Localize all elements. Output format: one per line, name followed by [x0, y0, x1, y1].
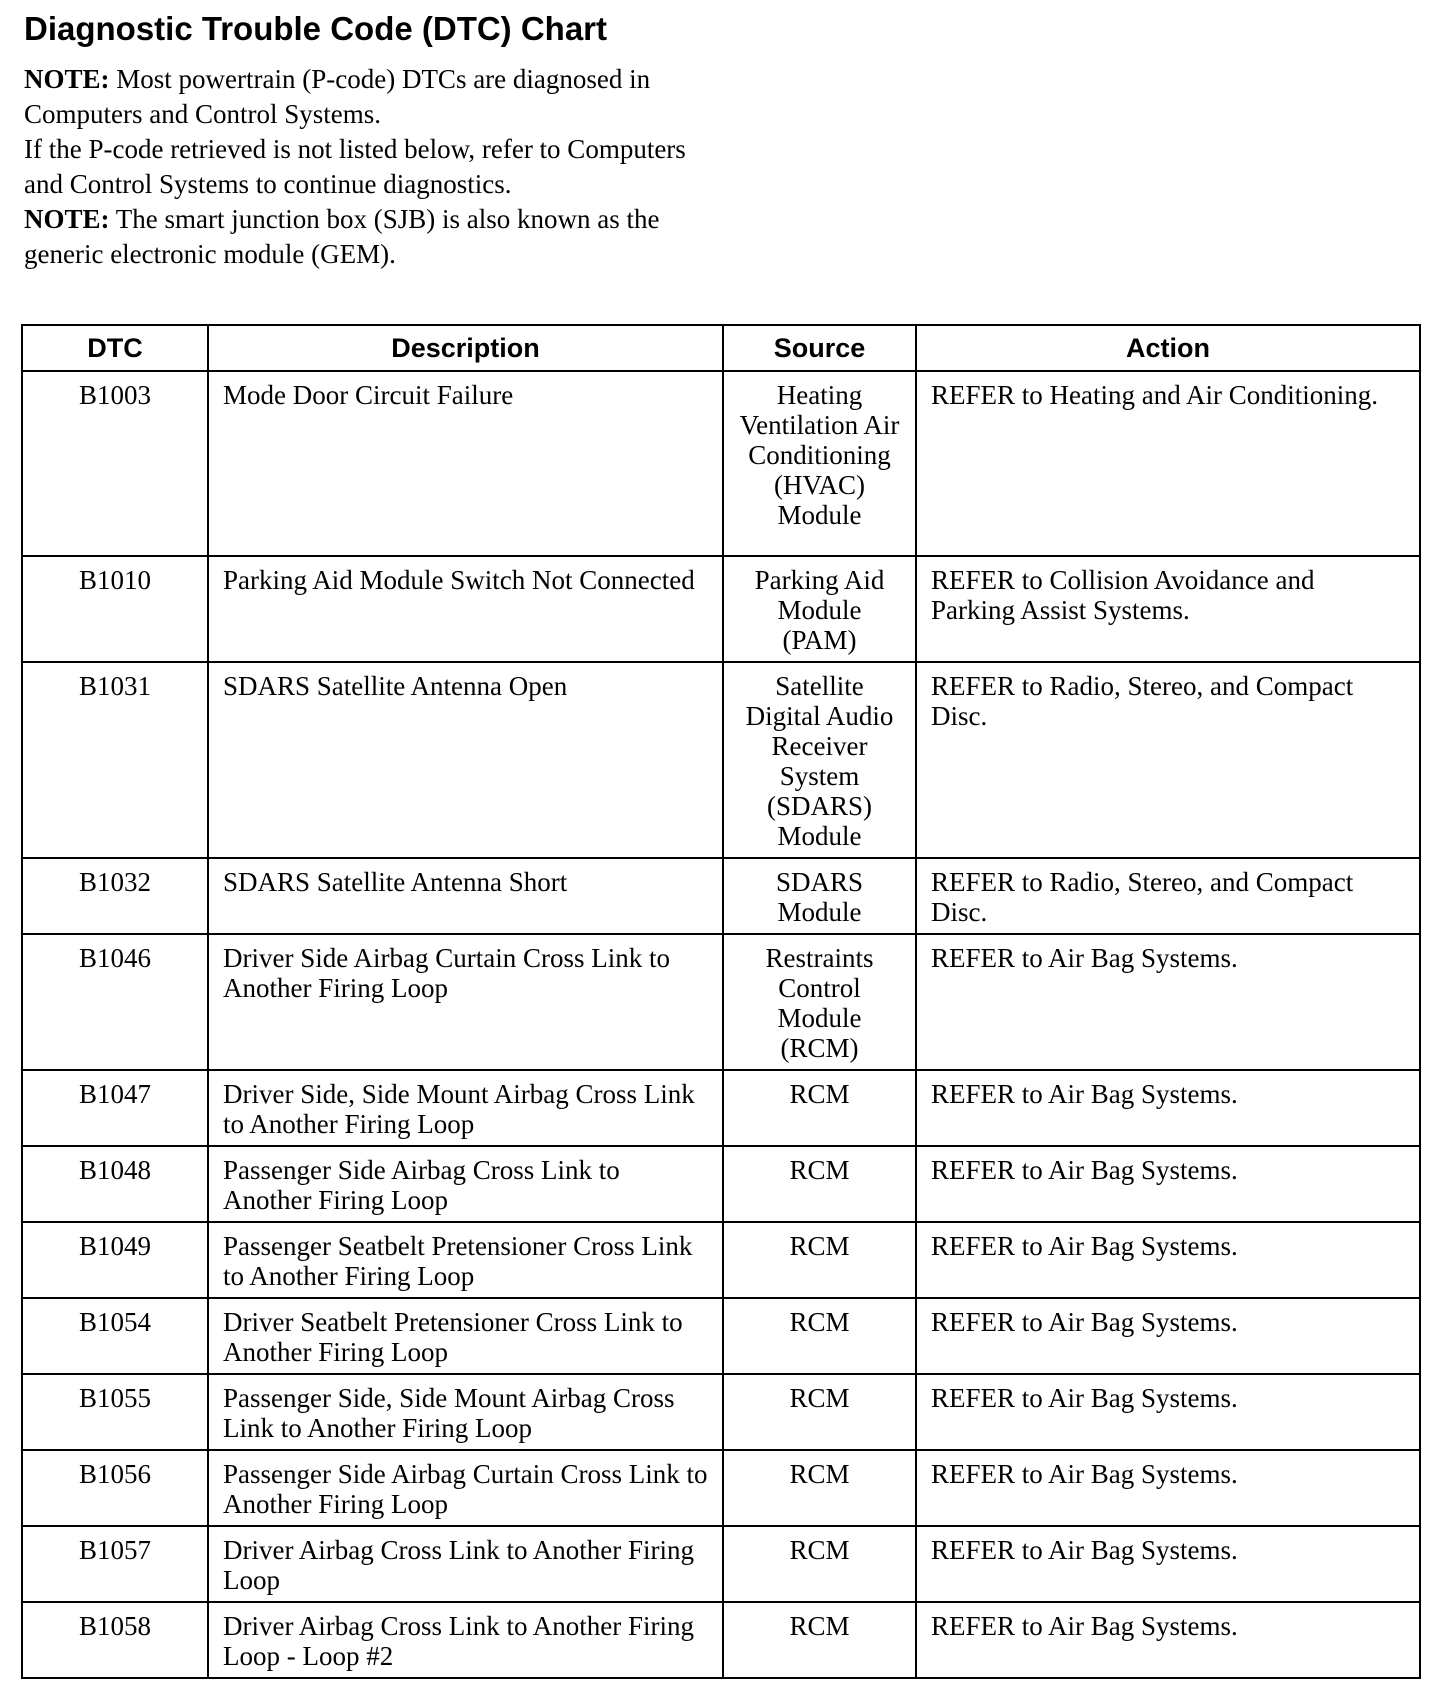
header-description: Description [208, 325, 723, 371]
action-cell: REFER to Heating and Air Conditioning. [916, 371, 1420, 556]
dtc-table [21, 324, 1421, 1679]
dtc-code-cell: B1049 [22, 1222, 208, 1298]
description-cell: Passenger Side Airbag Cross Link to Another Firing Loop [208, 1146, 723, 1222]
header-action: Action [916, 325, 1420, 371]
description-cell: Driver Side, Side Mount Airbag Cross Link to Another Firing Loop [208, 1070, 723, 1146]
description-cell: Driver Airbag Cross Link to Another Firing Loop [208, 1526, 723, 1602]
source-cell: Parking Aid Module (PAM) [723, 556, 916, 662]
source-cell: RCM [723, 1526, 916, 1602]
source-cell: RCM [723, 1374, 916, 1450]
source-cell: RCM [723, 1602, 916, 1678]
table-row [22, 1450, 1420, 1526]
dtc-code-cell: B1031 [22, 662, 208, 858]
action-cell: REFER to Air Bag Systems. [916, 1450, 1420, 1526]
source-cell: RCM [723, 1146, 916, 1222]
source-cell: RCM [723, 1222, 916, 1298]
table-row [22, 371, 1420, 556]
source-cell: RCM [723, 1450, 916, 1526]
notes-block [24, 62, 704, 272]
note-text: The smart junction box (SJB) is also known as the generic electronic module (GEM). [24, 204, 660, 269]
note-label: NOTE: [24, 64, 110, 94]
table-header [22, 325, 1420, 371]
description-cell: Driver Seatbelt Pretensioner Cross Link to Another Firing Loop [208, 1298, 723, 1374]
action-cell: REFER to Radio, Stereo, and Compact Disc. [916, 662, 1420, 858]
header-source: Source [723, 325, 916, 371]
table-row [22, 556, 1420, 662]
header-dtc: DTC [22, 325, 208, 371]
table-row [22, 1146, 1420, 1222]
table-row [22, 1374, 1420, 1450]
source-cell: SDARS Module [723, 858, 916, 934]
source-cell: Satellite Digital Audio Receiver System (SDARS) Module [723, 662, 916, 858]
description-cell: Driver Side Airbag Curtain Cross Link to Another Firing Loop [208, 934, 723, 1070]
source-cell: RCM [723, 1070, 916, 1146]
description-cell: Passenger Side Airbag Curtain Cross Link to Another Firing Loop [208, 1450, 723, 1526]
dtc-code-cell: B1048 [22, 1146, 208, 1222]
table-body [22, 371, 1420, 1678]
action-cell: REFER to Air Bag Systems. [916, 1374, 1420, 1450]
table-row [22, 1298, 1420, 1374]
note-powertrain [24, 62, 704, 132]
header-row [22, 325, 1420, 371]
action-cell: REFER to Air Bag Systems. [916, 1602, 1420, 1678]
description-cell: Passenger Side, Side Mount Airbag Cross Link to Another Firing Loop [208, 1374, 723, 1450]
table-row [22, 1526, 1420, 1602]
description-cell: Parking Aid Module Switch Not Connected [208, 556, 723, 662]
dtc-code-cell: B1010 [22, 556, 208, 662]
action-cell: REFER to Air Bag Systems. [916, 1222, 1420, 1298]
dtc-code-cell: B1046 [22, 934, 208, 1070]
dtc-code-cell: B1047 [22, 1070, 208, 1146]
description-cell: Mode Door Circuit Failure [208, 371, 723, 556]
note-sjb [24, 202, 704, 272]
action-cell: REFER to Air Bag Systems. [916, 1070, 1420, 1146]
description-cell: Driver Airbag Cross Link to Another Firing Loop - Loop #2 [208, 1602, 723, 1678]
table-row [22, 662, 1420, 858]
description-cell: SDARS Satellite Antenna Open [208, 662, 723, 858]
table-row [22, 934, 1420, 1070]
action-cell: REFER to Air Bag Systems. [916, 1298, 1420, 1374]
dtc-code-cell: B1055 [22, 1374, 208, 1450]
table-row [22, 1602, 1420, 1678]
dtc-code-cell: B1054 [22, 1298, 208, 1374]
page-title: Diagnostic Trouble Code (DTC) Chart [24, 10, 608, 47]
source-cell: Restraints Control Module (RCM) [723, 934, 916, 1070]
dtc-code-cell: B1056 [22, 1450, 208, 1526]
dtc-code-cell: B1058 [22, 1602, 208, 1678]
dtc-code-cell: B1003 [22, 371, 208, 556]
table-row [22, 1222, 1420, 1298]
action-cell: REFER to Collision Avoidance and Parking Assist Systems. [916, 556, 1420, 662]
action-cell: REFER to Air Bag Systems. [916, 1146, 1420, 1222]
action-cell: REFER to Air Bag Systems. [916, 1526, 1420, 1602]
action-cell: REFER to Air Bag Systems. [916, 934, 1420, 1070]
dtc-code-cell: B1057 [22, 1526, 208, 1602]
note-continuation: If the P-code retrieved is not listed below, refer to Computers and Control Systems to continue diagnostics. [24, 134, 686, 199]
note-text: Most powertrain (P-code) DTCs are diagnosed in Computers and Control Systems. [24, 64, 651, 129]
note-label: NOTE: [24, 204, 110, 234]
source-cell: Heating Ventilation Air Conditioning (HVAC) Module [723, 371, 916, 556]
source-cell: RCM [723, 1298, 916, 1374]
description-cell: SDARS Satellite Antenna Short [208, 858, 723, 934]
table-row [22, 1070, 1420, 1146]
table-row [22, 858, 1420, 934]
description-cell: Passenger Seatbelt Pretensioner Cross Link to Another Firing Loop [208, 1222, 723, 1298]
dtc-code-cell: B1032 [22, 858, 208, 934]
action-cell: REFER to Radio, Stereo, and Compact Disc. [916, 858, 1420, 934]
